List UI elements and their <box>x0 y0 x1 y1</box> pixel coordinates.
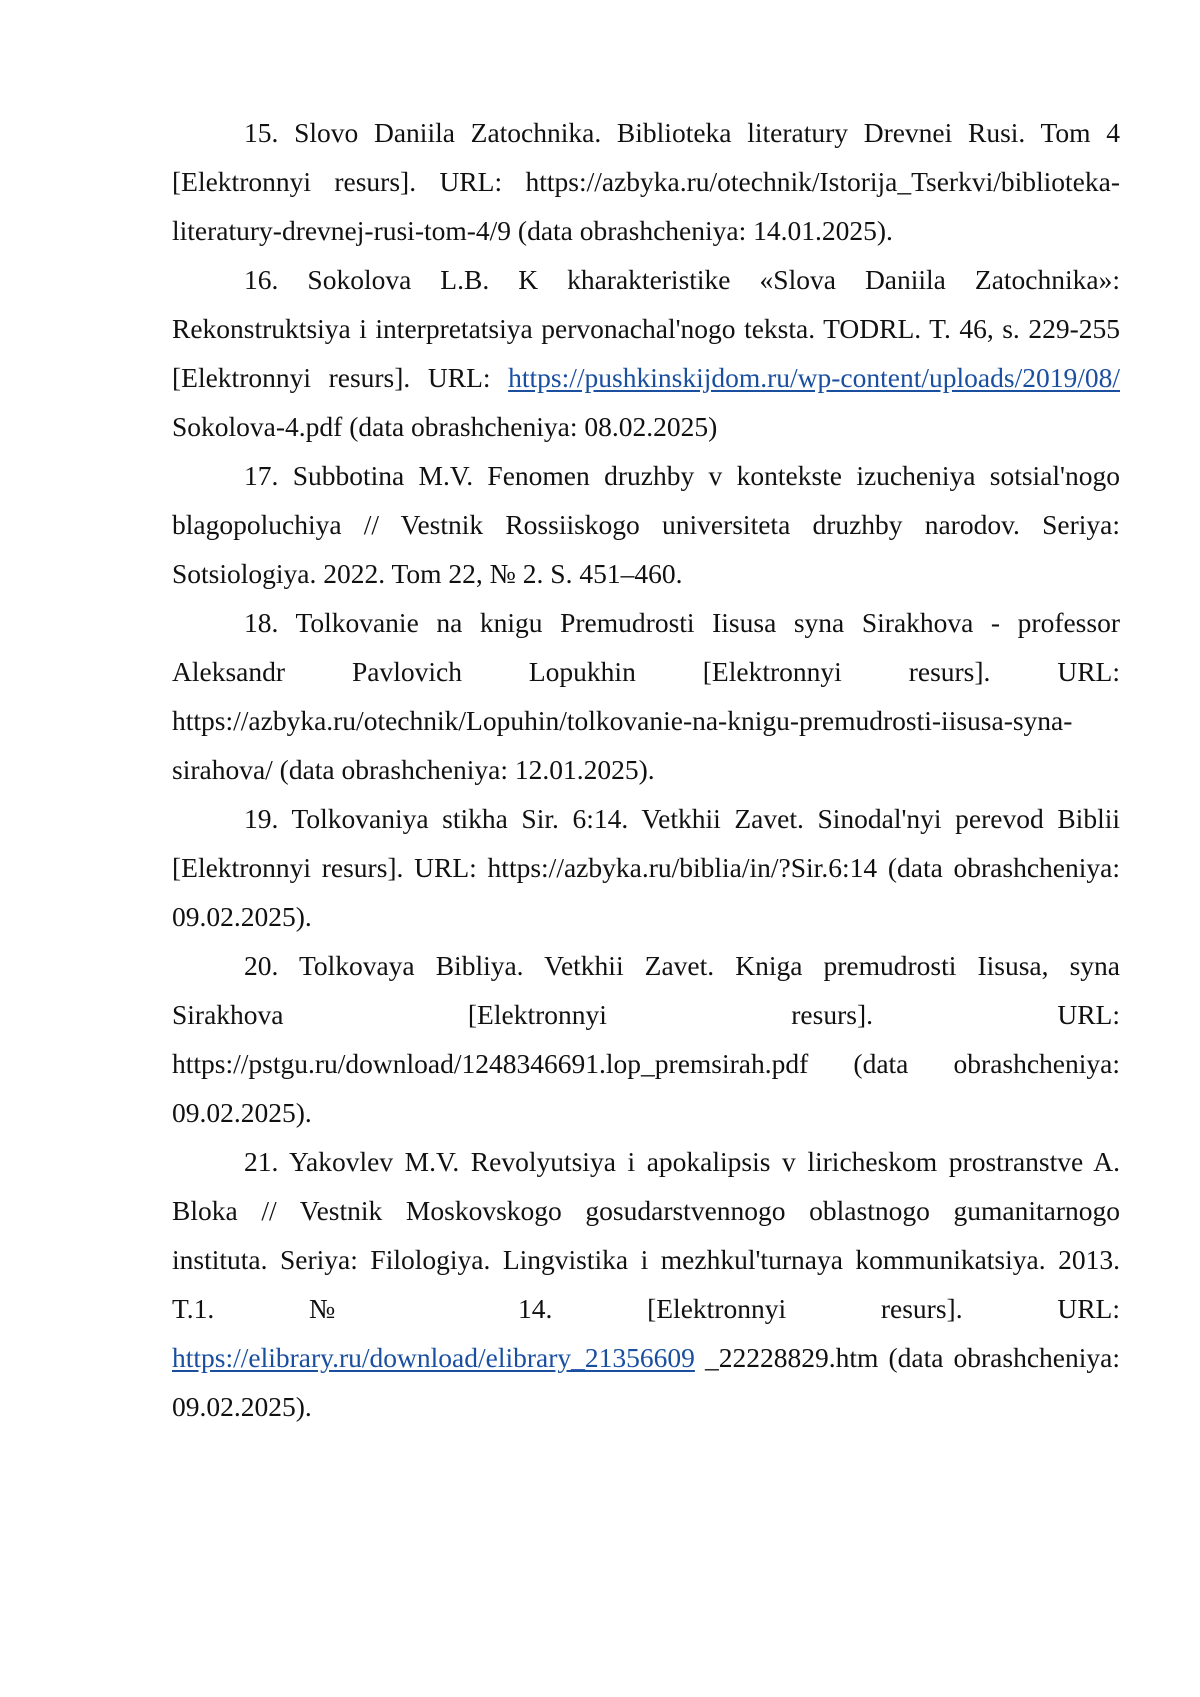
reference-item-20 <box>172 941 1120 1137</box>
reference-text: 16. Sokolova L.B. K kharakteristike «Slova Daniila Zatochnika»: Rekonstruktsiya i interpretatsiya pervonachal'nogo teksta. TODRL. T. 46, s. 229-255 [Elektronnyi resurs]. URL: <box>172 264 1120 393</box>
reference-link[interactable]: https://pushkinskijdom.ru/wp-content/uploads/2019/08/ <box>508 362 1120 393</box>
reference-item-18 <box>172 598 1120 794</box>
reference-list <box>172 108 1120 1431</box>
reference-item-15 <box>172 108 1120 255</box>
reference-text-after: _22228829.htm (data obrashcheniya: 09.02.2025). <box>172 1342 1120 1422</box>
reference-item-19 <box>172 794 1120 941</box>
reference-item-21 <box>172 1137 1120 1431</box>
reference-item-16 <box>172 255 1120 451</box>
reference-text: 21. Yakovlev M.V. Revolyutsiya i apokalipsis v liricheskom prostranstve A. Bloka // Vestnik Moskovskogo gosudarstvennogo oblastnogo gumanitarnogo instituta. Seriya: Filologiya. Lingvistika i mezhkul'turnaya kommunikatsiya. 2013. T.1. № 14. [Elektronnyi resurs]. URL: <box>172 1146 1120 1324</box>
reference-text: 15. Slovo Daniila Zatochnika. Biblioteka literatury Drevnei Rusi. Tom 4 [Elektronnyi resurs]. URL: https://azbyka.ru/otechnik/Istorija_Tserkvi/biblioteka-literatury-drevnej-rusi-tom-4/9 (data obrashcheniya: 14.01.2025). <box>172 117 1120 246</box>
reference-item-17 <box>172 451 1120 598</box>
reference-text: 20. Tolkovaya Bibliya. Vetkhii Zavet. Kniga premudrosti Iisusa, syna Sirakhova [Elektronnyi resurs]. URL: https://pstgu.ru/download/1248346691.lop_premsirah.pdf (data obrashcheniya: 09.02.2025). <box>172 950 1120 1128</box>
reference-link[interactable]: https://elibrary.ru/download/elibrary_21356609 <box>172 1342 695 1373</box>
reference-text: 17. Subbotina M.V. Fenomen druzhby v kontekste izucheniya sotsial'nogo blagopoluchiya // Vestnik Rossiiskogo universiteta druzhby narodov. Seriya: Sotsiologiya. 2022. Tom 22, № 2. S. 451–460. <box>172 460 1120 589</box>
reference-text: 19. Tolkovaniya stikha Sir. 6:14. Vetkhii Zavet. Sinodal'nyi perevod Biblii [Elektronnyi resurs]. URL: https://azbyka.ru/biblia/in/?Sir.6:14 (data obrashcheniya: 09.02.2025). <box>172 803 1120 932</box>
reference-text-after: Sokolova-4.pdf (data obrashcheniya: 08.02.2025) <box>172 411 717 442</box>
reference-text: 18. Tolkovanie na knigu Premudrosti Iisusa syna Sirakhova - professor Aleksandr Pavlovich Lopukhin [Elektronnyi resurs]. URL: https://azbyka.ru/otechnik/Lopuhin/tolkovanie-na-knigu-premudrosti-iisusa-syna-sirahova/ (data obrashcheniya: 12.01.2025). <box>172 607 1120 785</box>
